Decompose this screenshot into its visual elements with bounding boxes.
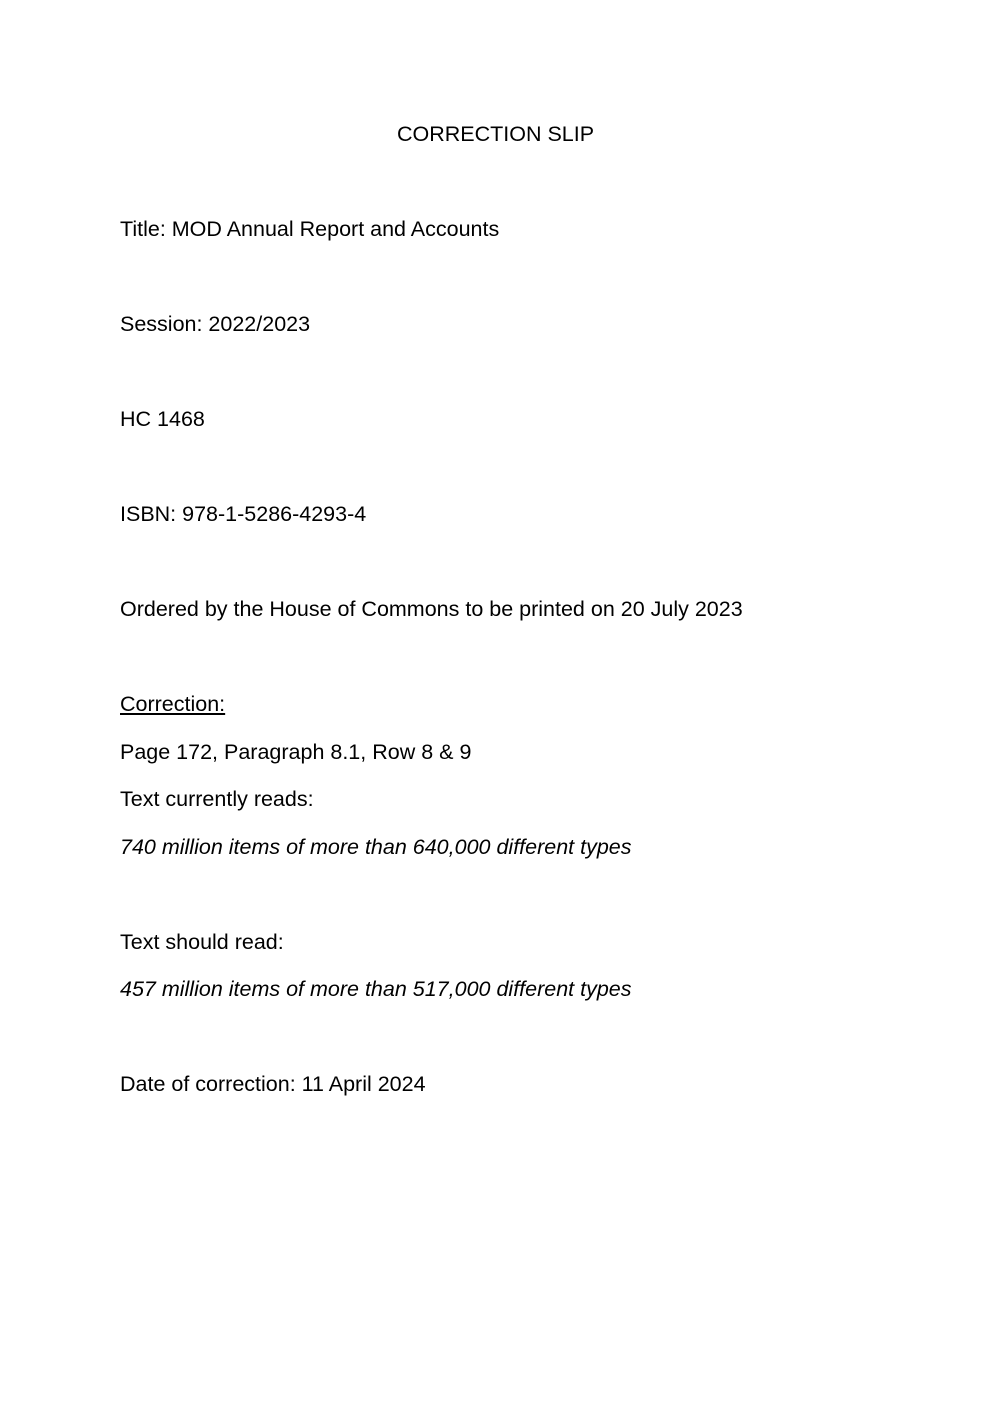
date-of-correction: Date of correction: 11 April 2024	[120, 1072, 426, 1096]
session-line: Session: 2022/2023	[120, 312, 311, 336]
should-read-text: 457 million items of more than 517,000 different types	[120, 977, 632, 1001]
document-heading: CORRECTION SLIP	[396, 122, 595, 146]
isbn-line: ISBN: 978-1-5286-4293-4	[120, 502, 367, 526]
correction-location: Page 172, Paragraph 8.1, Row 8 & 9	[120, 740, 472, 764]
ordered-line: Ordered by the House of Commons to be printed on 20 July 2023	[120, 597, 743, 621]
document-title: Title: MOD Annual Report and Accounts	[120, 217, 500, 241]
current-text-label: Text currently reads:	[120, 787, 314, 811]
correction-label: Correction:	[120, 692, 226, 716]
hc-number-line: HC 1468	[120, 407, 205, 431]
current-text: 740 million items of more than 640,000 different types	[120, 835, 632, 859]
should-read-label: Text should read:	[120, 930, 284, 954]
